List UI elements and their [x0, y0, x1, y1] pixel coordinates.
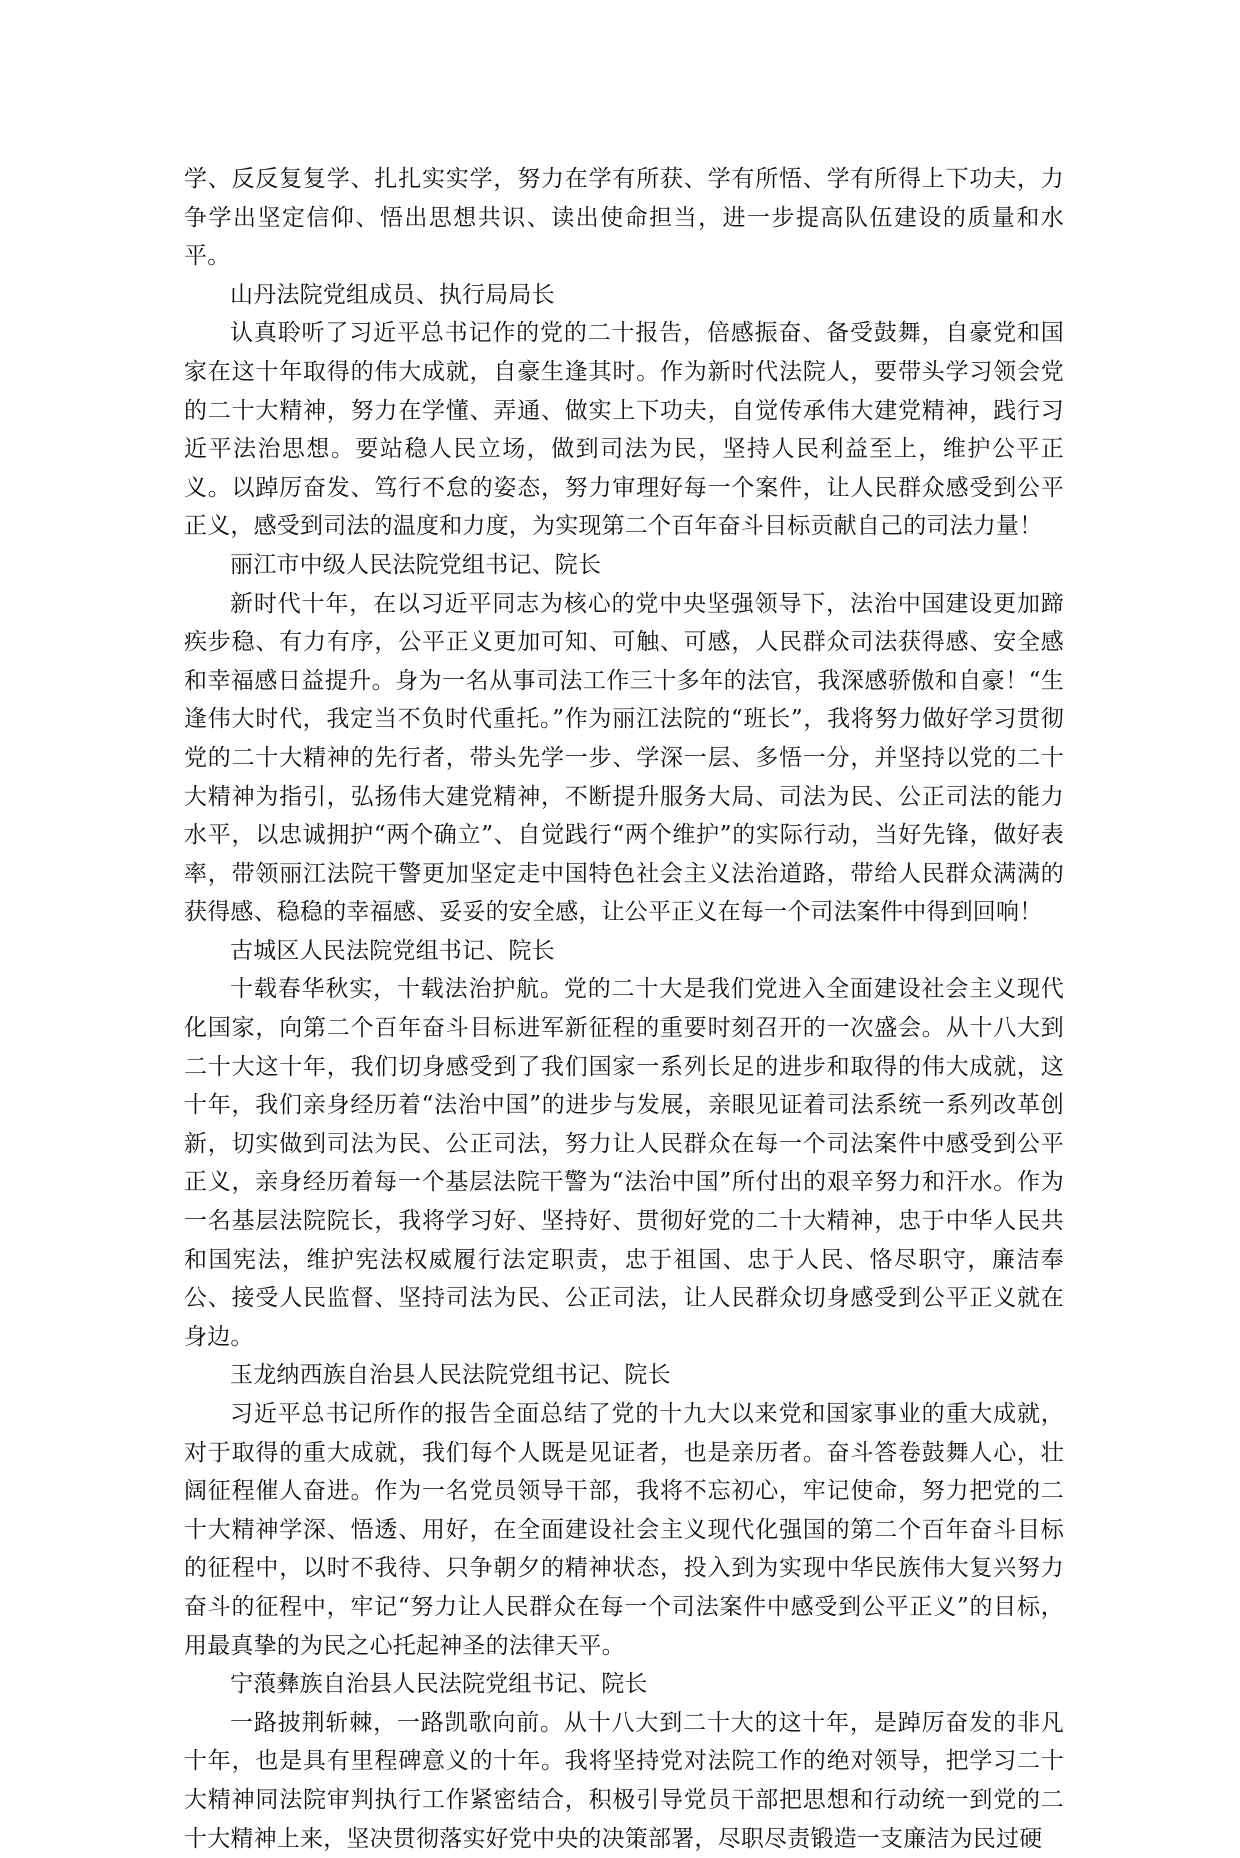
speaker-title: 玉龙纳西族自治县人民法院党组书记、院长	[230, 1362, 671, 1389]
statement-paragraph: 习近平总书记所作的报告全面总结了党的十九大以来党和国家事业的重大成就，对于取得的重大成就，我们每个人既是见证者，也是亲历者。奋斗答卷鼓舞人心，壮阔征程催人奋进。作为一名党员领导干部，我将不忘初心，牢记使命，努力把党的二十大精神学深、悟透、用好，在全面建设社会主义现代化强国的第二个百年奋斗目标的征程中，以时不我待、只争朝夕的精神状态，投入到为实现中华民族伟大复兴努力奋斗的征程中，牢记“努力让人民群众在每一个司法案件中感受到公平正义”的目标，用最真挚的为民之心托起神圣的法律天平。	[184, 1401, 1064, 1659]
statement-paragraph: 一路披荆斩棘，一路凯歌向前。从十八大到二十大的这十年，是踔厉奋发的非凡十年，也是具有里程碑意义的十年。我将坚持党对法院工作的绝对领导，把学习二十大精神同法院审判执行工作紧密结合，积极引导党员干部把思想和行动统一到党的二十大精神上来，坚决贯彻落实好党中央的决策部署，尽职尽责锻造一支廉洁为民过硬	[184, 1709, 1064, 1852]
intro-paragraph: 学、反反复复学、扎扎实实学，努力在学有所获、学有所悟、学有所得上下功夫，力争学出坚定信仰、悟出思想共识、读出使命担当，进一步提高队伍建设的质量和水平。	[184, 166, 1064, 270]
document-body	[184, 160, 1064, 1858]
statement-paragraph: 新时代十年，在以习近平同志为核心的党中央坚强领导下，法治中国建设更加蹄疾步稳、有力有序，公平正义更加可知、可触、可感，人民群众司法获得感、安全感和幸福感日益提升。身为一名从事司法工作三十多年的法官，我深感骄傲和自豪！“生逢伟大时代，我定当不负时代重托。”作为丽江法院的“班长”，我将努力做好学习贯彻党的二十大精神的先行者，带头先学一步、学深一层、多悟一分，并坚持以党的二十大精神为指引，弘扬伟大建党精神，不断提升服务大局、司法为民、公正司法的能力水平，以忠诚拥护“两个确立”、自觉践行“两个维护”的实际行动，当好先锋，做好表率，带领丽江法院干警更加坚定走中国特色社会主义法治道路，带给人民群众满满的获得感、稳稳的幸福感、妥妥的安全感，让公平正义在每一个司法案件中得到回响！	[184, 590, 1064, 926]
speaker-title: 古城区人民法院党组书记、院长	[230, 937, 555, 964]
statement-paragraph: 认真聆听了习近平总书记作的党的二十报告，倍感振奋、备受鼓舞，自豪党和国家在这十年取得的伟大成就，自豪生逢其时。作为新时代法院人，要带头学习领会党的二十大精神，努力在学懂、弄通、做实上下功夫，自觉传承伟大建党精神，践行习近平法治思想。要站稳人民立场，做到司法为民，坚持人民利益至上，维护公平正义。以踔厉奋发、笃行不怠的姿态，努力审理好每一个案件，让人民群众感受到公平正义，感受到司法的温度和力度，为实现第二个百年奋斗目标贡献自己的司法力量！	[184, 320, 1064, 540]
speaker-title: 山丹法院党组成员、执行局局长	[230, 281, 555, 308]
speaker-title: 丽江市中级人民法院党组书记、院长	[230, 551, 602, 578]
statement-paragraph: 十载春华秋实，十载法治护航。党的二十大是我们党进入全面建设社会主义现代化国家，向第二个百年奋斗目标进军新征程的重要时刻召开的一次盛会。从十八大到二十大这十年，我们切身感受到了我们国家一系列长足的进步和取得的伟大成就，这十年，我们亲身经历着“法治中国”的进步与发展，亲眼见证着司法系统一系列改革创新，切实做到司法为民、公正司法，努力让人民群众在每一个司法案件中感受到公平正义，亲身经历着每一个基层法院干警为“法治中国”所付出的艰辛努力和汗水。作为一名基层法院院长，我将学习好、坚持好、贯彻好党的二十大精神，忠于中华人民共和国宪法，维护宪法权威履行法定职责，忠于祖国、忠于人民、恪尽职守，廉洁奉公、接受人民监督、坚持司法为民、公正司法，让人民群众切身感受到公平正义就在身边。	[184, 976, 1064, 1350]
speaker-title: 宁蒗彝族自治县人民法院党组书记、院长	[230, 1671, 648, 1698]
